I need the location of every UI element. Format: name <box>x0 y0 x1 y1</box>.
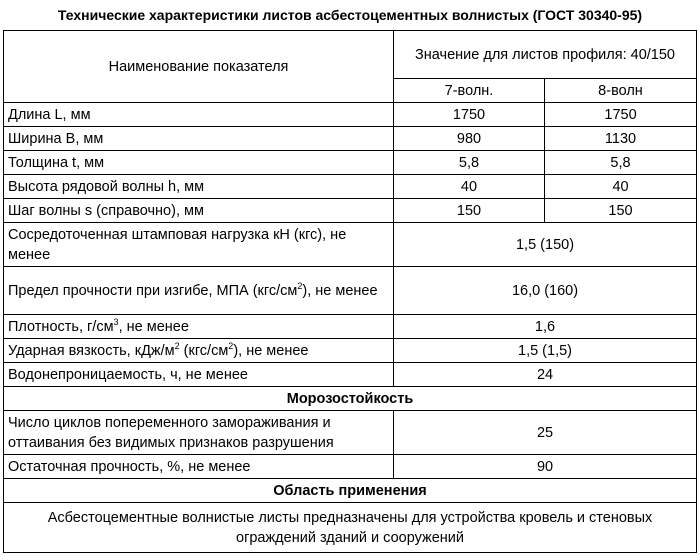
value-7: 150 <box>394 199 545 223</box>
application-text: Асбестоцементные волнистые листы предназначены для устройства кровель и стеновых ограждений зданий и сооружений <box>4 503 697 553</box>
value-8: 5,8 <box>545 151 697 175</box>
value-7: 40 <box>394 175 545 199</box>
table-row <box>4 103 697 127</box>
table-row <box>4 503 697 553</box>
table-row <box>4 363 697 387</box>
param-name: Водонепроницаемость, ч, не менее <box>4 363 394 387</box>
param-name-part: (кгс/см <box>179 342 229 359</box>
value-7: 980 <box>394 127 545 151</box>
table-row <box>4 315 697 339</box>
value-8: 1130 <box>545 127 697 151</box>
specs-table <box>3 30 697 553</box>
param-name: Высота рядовой волны h, мм <box>4 175 394 199</box>
superscript: 2 <box>174 340 180 351</box>
param-name <box>4 267 394 315</box>
value-8: 1750 <box>545 103 697 127</box>
merged-value: 16,0 (160) <box>394 267 697 315</box>
param-name: Сосредоточенная штамповая нагрузка кН (кгс), не менее <box>4 223 394 267</box>
application-section-header: Область применения <box>4 479 697 503</box>
param-name-part: Предел прочности при изгибе, МПА (кгс/см <box>8 282 298 299</box>
value-8: 150 <box>545 199 697 223</box>
section-row <box>4 387 697 411</box>
param-name: Число циклов попеременного замораживания и оттаивания без видимых признаков разрушения <box>4 411 394 455</box>
param-name: Ширина B, мм <box>4 127 394 151</box>
table-row <box>4 199 697 223</box>
param-header: Наименование показателя <box>4 31 394 103</box>
param-name: Длина L, мм <box>4 103 394 127</box>
param-name-part: , не менее <box>118 318 189 335</box>
param-name <box>4 339 394 363</box>
frost-section-header: Морозостойкость <box>4 387 697 411</box>
merged-value: 1,5 (150) <box>394 223 697 267</box>
merged-value: 1,5 (1,5) <box>394 339 697 363</box>
param-name: Толщина t, мм <box>4 151 394 175</box>
param-name: Остаточная прочность, %, не менее <box>4 455 394 479</box>
param-name: Шаг волны s (справочно), мм <box>4 199 394 223</box>
table-row <box>4 223 697 267</box>
param-name-part: ), не менее <box>233 342 309 359</box>
page-title: Технические характеристики листов асбестоцементных волнистых (ГОСТ 30340-95) <box>57 7 643 23</box>
param-name-part: ), не менее <box>302 282 378 299</box>
value-8: 40 <box>545 175 697 199</box>
param-name-part: Ударная вязкость, кДж/м <box>8 342 175 359</box>
merged-value: 24 <box>394 363 697 387</box>
table-row <box>4 151 697 175</box>
superscript: 2 <box>297 280 303 291</box>
param-name-part: Плотность, г/см <box>8 318 114 335</box>
table-row <box>4 411 697 455</box>
section-row <box>4 479 697 503</box>
col-7-header: 7-волн. <box>394 79 545 103</box>
superscript: 2 <box>228 340 234 351</box>
table-row <box>4 455 697 479</box>
superscript: 3 <box>113 316 119 327</box>
merged-value: 25 <box>394 411 697 455</box>
table-row <box>4 339 697 363</box>
merged-value: 90 <box>394 455 697 479</box>
table-row <box>4 267 697 315</box>
values-header: Значение для листов профиля: 40/150 <box>394 31 697 79</box>
param-name <box>4 315 394 339</box>
col-8-header: 8-волн <box>545 79 697 103</box>
header-row <box>4 31 697 79</box>
merged-value: 1,6 <box>394 315 697 339</box>
value-7: 1750 <box>394 103 545 127</box>
table-row <box>4 175 697 199</box>
table-row <box>4 127 697 151</box>
value-7: 5,8 <box>394 151 545 175</box>
